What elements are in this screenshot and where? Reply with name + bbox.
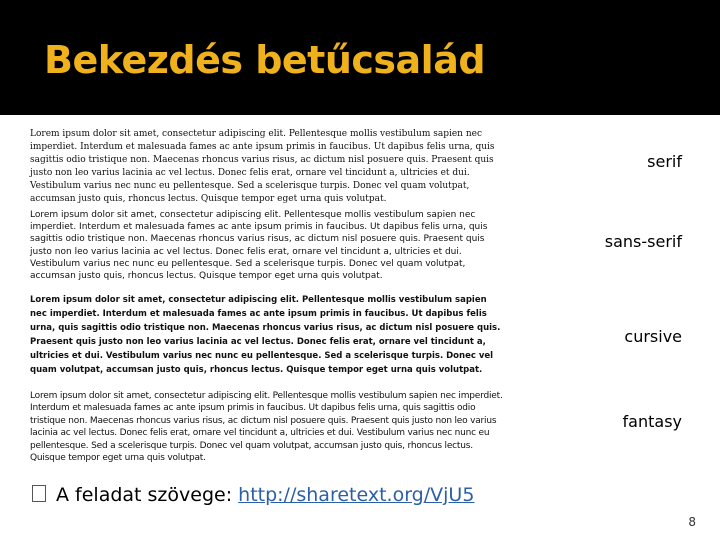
task-link[interactable]: http://sharetext.org/VjU5 [238,484,475,506]
task-bullet-line [32,484,474,506]
sans-serif-sample-paragraph: Lorem ipsum dolor sit amet, consectetur adipiscing elit. Pellentesque mollis vestibulum sapien nec imperdiet. Interdum et malesuada fames ac ante ipsum primis in faucibus. Ut dapibus felis urna, quis sagittis odio tristique non. Maecenas rhoncus varius risus, ac dictum nisl posuere quis. Praesent quis justo non leo varius lacinia ac vel lectus. Donec felis erat, ornare vel tincidunt a, ultricies et dui. Vestibulum varius nec nunc eu pellentesque. Sed a scelerisque turpis. Donec vel quam volutpat, accumsan justo quis, rhoncus lectus. Quisque tempor eget urna quis volutpat. [30,210,488,282]
cursive-label: cursive [624,327,682,346]
cursive-sample-paragraph: Lorem ipsum dolor sit amet, consectetur adipiscing elit. Pellentesque mollis vestibulum sapien nec imperdiet. Interdum et malesuada fames ac ante ipsum primis in faucibus. Ut dapibus felis urna, quis sagittis odio tristique non. Maecenas rhoncus varius risus, ac dictum nisl posuere quis. Praesent quis justo non leo varius lacinia ac vel lectus. Donec felis erat, ornare vel tincidunt a, ultricies et dui. Vestibulum varius nec nunc eu pellentesque. Sed a scelerisque turpis. Donec vel quam volutpat, accumsan justo quis, rhoncus lectus. Quisque tempor eget urna quis volutpat. [30,295,501,375]
fantasy-sample-paragraph: Lorem ipsum dolor sit amet, consectetur adipiscing elit. Pellentesque mollis vestibulum sapien nec imperdiet. Interdum et malesuada fames ac ante ipsum primis in faucibus. Ut dapibus felis urna, quis sagittis odio tristique non. Maecenas rhoncus varius risus, ac dictum nisl posuere quis. Praesent quis justo non leo varius lacinia ac vel lectus. Donec felis erat, ornare vel tincidunt a, ultricies et dui. Vestibulum varius nec nunc eu pellentesque. Sed a scelerisque turpis. Donec vel quam volutpat, accumsan justo quis, rhoncus lectus. Quisque tempor eget urna quis volutpat. [30,391,503,464]
fantasy-label: fantasy [622,412,682,431]
task-label: A feladat szövege: [56,484,239,506]
bullet-icon [32,485,46,502]
sans-serif-label: sans-serif [604,232,682,251]
serif-label: serif [647,152,682,171]
page-number: 8 [688,515,696,529]
slide-title: Bekezdés betűcsalád [44,38,486,82]
serif-sample-paragraph: Lorem ipsum dolor sit amet, consectetur adipiscing elit. Pellentesque mollis vestibulum sapien nec imperdiet. Interdum et malesuada fames ac ante ipsum primis in faucibus. Ut dapibus felis urna, quis sagittis odio tristique non. Maecenas rhoncus varius risus, ac dictum nisl posuere quis. Praesent quis justo non leo varius lacinia ac vel lectus. Donec felis erat, ornare vel tincidunt a, ultricies et dui. Vestibulum varius nec nunc eu pellentesque. Sed a scelerisque turpis. Donec vel quam volutpat, accumsan justo quis, rhoncus lectus. Quisque tempor eget urna quis volutpat. [30,129,495,204]
